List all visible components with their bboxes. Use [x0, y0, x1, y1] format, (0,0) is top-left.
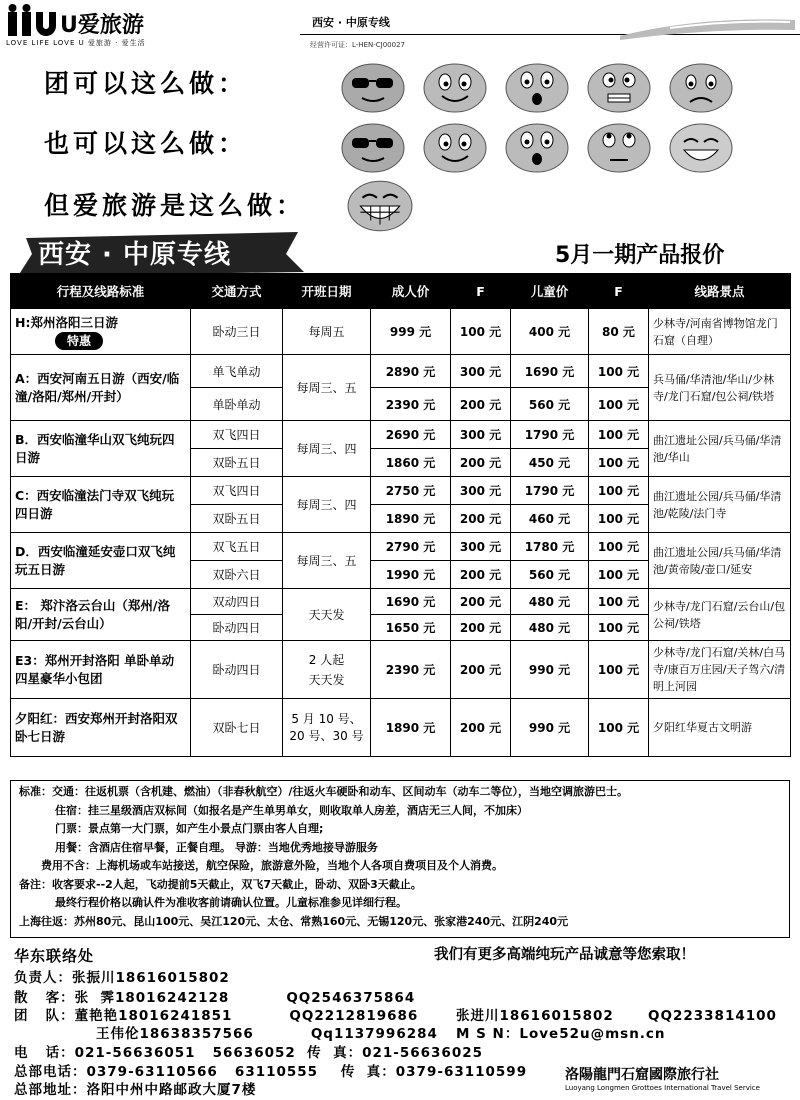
- table-row: [11, 421, 791, 449]
- route-cell: E： 郑汴洛云台山（郑州/洛阳/开封/云台山）: [11, 589, 191, 641]
- f-cell: 100 元: [589, 533, 649, 561]
- adult-price-cell: 1690 元: [371, 589, 451, 615]
- child-price-cell: 560 元: [511, 388, 589, 421]
- contact-msn: M S N：Love52u@msn.cn: [456, 1026, 666, 1042]
- f-cell: 200 元: [451, 589, 511, 615]
- transport-cell: 卧动三日: [191, 309, 283, 355]
- f-cell: 300 元: [451, 421, 511, 449]
- f-cell: 100 元: [589, 699, 649, 757]
- f-cell: 100 元: [589, 615, 649, 641]
- terms-notes: [10, 780, 790, 938]
- route-cell: D．西安临潼延安壶口双飞纯玩五日游: [11, 533, 191, 589]
- contact-group: 团 队：董艳艳18016241851 QQ2212819686: [14, 1008, 419, 1024]
- f-cell: 100 元: [589, 505, 649, 533]
- column-header: 成人价: [371, 274, 451, 309]
- adult-price-cell: 2750 元: [371, 477, 451, 505]
- sights-cell: 少林寺/河南省博物馆龙门石窟（自理）: [649, 309, 791, 355]
- license-number: 经营许可证：L-HEN-CJ00027: [310, 41, 405, 49]
- logo-figures-icon: [6, 4, 58, 38]
- f-cell: 100 元: [589, 388, 649, 421]
- f-cell: 200 元: [451, 641, 511, 699]
- hq-phone: 总部电话：0379-63110566 63110555 传 真：0379-63110599: [14, 1064, 528, 1080]
- sights-cell: 夕阳红华夏古文明游: [649, 699, 791, 757]
- note-transport: 标准：交通：往返机票（含机建、燃油）（非春秋航空）/往返火车硬卧和动车、区间动车（动车二等位），当地空调旅游巴士。: [19, 785, 629, 798]
- child-price-cell: 1780 元: [511, 533, 589, 561]
- transport-cell: 双卧五日: [191, 449, 283, 477]
- rolling-eyes-face-icon: [586, 122, 652, 174]
- f-cell: 100 元: [451, 309, 511, 355]
- route-name: H:郑州洛阳三日游: [15, 314, 118, 330]
- note-remarks: 备注：收客要求--2人起，飞动提前5天截止，双飞7天截止，卧动、双卧3天截止。: [19, 877, 422, 891]
- route-cell: [11, 309, 191, 355]
- slogan-3: 但爱旅游是这么做：: [44, 191, 306, 220]
- f-cell: 100 元: [589, 561, 649, 589]
- laughing-face-icon: [668, 122, 734, 174]
- f-cell: 300 元: [451, 477, 511, 505]
- f-cell: 200 元: [451, 505, 511, 533]
- f-cell: 100 元: [589, 477, 649, 505]
- faces-row-3: [346, 178, 414, 234]
- f-cell: 200 元: [451, 388, 511, 421]
- section-banner-title: 西安 · 中原专线: [38, 240, 231, 270]
- table-row: [11, 477, 791, 505]
- route-cell: E3：郑州开封洛阳 单卧单动四星豪华小包团: [11, 641, 191, 699]
- table-row: [11, 355, 791, 388]
- transport-cell: 单飞单动: [191, 355, 283, 388]
- transport-cell: 双飞四日: [191, 421, 283, 449]
- column-header: 开班日期: [283, 274, 371, 309]
- column-header: 线路景点: [649, 274, 791, 309]
- f-cell: 200 元: [451, 561, 511, 589]
- office-title: 华东联络处: [14, 947, 95, 965]
- sights-cell: 曲江遗址公园/兵马俑/华清池/乾陵/法门寺: [649, 477, 791, 533]
- transport-cell: 单卧单动: [191, 388, 283, 421]
- f-cell: 300 元: [451, 533, 511, 561]
- contact-phone: 电 话：021-56636051 56636052 传 真：021-56636025: [14, 1045, 484, 1061]
- note-shanghai-transfer: 上海往返：苏州80元、昆山100元、吴江120元、太仓、常熟160元、无锡120元、张家港240元、江阴240元: [19, 914, 569, 928]
- child-price-cell: 1790 元: [511, 421, 589, 449]
- dates-cell: 每周五: [283, 309, 371, 355]
- contact-group-2: 王伟伦18638357566 Qq1137996284: [96, 1026, 438, 1042]
- note-meals-guide: 用餐：含酒店住宿早餐，正餐自理。 导游：当地优秀地接导游服务: [55, 840, 378, 854]
- route-cell: A：西安河南五日游（西安/临潼/洛阳/郑州/开封）: [11, 355, 191, 421]
- f-cell: 100 元: [589, 449, 649, 477]
- dates-cell: 每周三、四: [283, 477, 371, 533]
- slogan-1: 团可以这么做：: [44, 69, 248, 98]
- child-price-cell: 1690 元: [511, 355, 589, 388]
- child-price-cell: 990 元: [511, 699, 589, 757]
- adult-price-cell: 1860 元: [371, 449, 451, 477]
- logo-tagline: LOVE LIFE LOVE U 爱旅游 · 爱生活: [6, 39, 146, 47]
- table-row: [11, 699, 791, 757]
- child-price-cell: 460 元: [511, 505, 589, 533]
- sights-cell: 曲江遗址公园/兵马俑/华清池/黄帝陵/壶口/延安: [649, 533, 791, 589]
- adult-price-cell: 2390 元: [371, 388, 451, 421]
- contact-individual: 散 客：张 霁18016242128 QQ2546375864: [14, 990, 416, 1006]
- note-tickets: 门票：景点第一大门票，如产生小景点门票由客人自理;: [55, 822, 324, 835]
- table-row: [11, 641, 791, 699]
- header-title: 西安 · 中原专线: [312, 16, 390, 29]
- adult-price-cell: 2790 元: [371, 533, 451, 561]
- contact-group-right: 张进川18616015802 QQ2233814100: [456, 1008, 777, 1024]
- dates-cell: 每周三、四: [283, 421, 371, 477]
- sights-cell: 兵马俑/华清池/华山/少林寺/龙门石窟/包公祠/铁塔: [649, 355, 791, 421]
- route-cell: 夕阳红：西安郑州开封洛阳双卧七日游: [11, 699, 191, 757]
- route-cell: B．西安临潼华山双飞纯玩四日游: [11, 421, 191, 477]
- child-price-cell: 560 元: [511, 561, 589, 589]
- f-cell: 200 元: [451, 699, 511, 757]
- faces-row-1: [340, 62, 734, 114]
- grimacing-face-icon: [586, 62, 652, 114]
- dates-cell: 2 人起 天天发: [283, 641, 371, 699]
- table-row: [11, 309, 791, 355]
- dates-cell: 5 月 10 号、20 号、30 号: [283, 699, 371, 757]
- column-header: 儿童价: [511, 274, 589, 309]
- f-cell: 100 元: [589, 421, 649, 449]
- dates-cell: 每周三、五: [283, 355, 371, 421]
- sights-cell: 少林寺/龙门石窟/云台山/包公祠/铁塔: [649, 589, 791, 641]
- transport-cell: 双动四日: [191, 589, 283, 615]
- faces-row-2: [340, 122, 734, 174]
- transport-cell: 卧动四日: [191, 615, 283, 641]
- f-cell: 80 元: [589, 309, 649, 355]
- transport-cell: 双飞四日: [191, 477, 283, 505]
- adult-price-cell: 1890 元: [371, 699, 451, 757]
- column-header: F: [451, 274, 511, 309]
- transport-cell: 双卧五日: [191, 505, 283, 533]
- adult-price-cell: 2690 元: [371, 421, 451, 449]
- adult-price-cell: 999 元: [371, 309, 451, 355]
- sights-cell: 少林寺/龙门石窟/关林/白马寺/康百万庄园/天子驾六/清明上河园: [649, 641, 791, 699]
- transport-cell: 双卧七日: [191, 699, 283, 757]
- child-price-cell: 400 元: [511, 309, 589, 355]
- adult-price-cell: 1990 元: [371, 561, 451, 589]
- slogan-2: 也可以这么做：: [44, 129, 248, 158]
- sunglasses-face-icon: [340, 122, 406, 174]
- smiling-face-icon: [422, 62, 488, 114]
- child-price-cell: 990 元: [511, 641, 589, 699]
- route-cell: C：西安临潼法门寺双飞纯玩四日游: [11, 477, 191, 533]
- dates-cell: 天天发: [283, 589, 371, 641]
- f-cell: 200 元: [451, 615, 511, 641]
- adult-price-cell: 2890 元: [371, 355, 451, 388]
- child-price-cell: 480 元: [511, 615, 589, 641]
- hq-address: 总部地址：洛阳中州中路邮政大厦7楼: [14, 1082, 257, 1098]
- sunglasses-face-icon: [340, 62, 406, 114]
- dates-cell: 每周三、五: [283, 533, 371, 589]
- table-row: [11, 589, 791, 615]
- more-products-text: 我们有更多高端纯玩产品诚意等您索取！: [434, 947, 695, 963]
- child-price-cell: 450 元: [511, 449, 589, 477]
- transport-cell: 双卧六日: [191, 561, 283, 589]
- note-hotel: 住宿：挂三星级酒店双标间（如报名是产生单男单女，则收取单人房差，酒店无三人间，不加床）: [55, 803, 528, 817]
- price-table: [10, 273, 791, 757]
- sad-face-icon: [668, 62, 734, 114]
- transport-cell: 双飞五日: [191, 533, 283, 561]
- f-cell: 100 元: [589, 641, 649, 699]
- company-name-en: Luoyang Longmen Grottoes International Travel Service: [565, 1084, 760, 1092]
- brand-logo: [6, 4, 181, 50]
- sights-cell: 曲江遗址公园/兵马俑/华清池/华山: [649, 421, 791, 477]
- transport-cell: 卧动四日: [191, 641, 283, 699]
- smiling-face-icon: [422, 122, 488, 174]
- table-header-row: [11, 274, 791, 309]
- f-cell: 300 元: [451, 355, 511, 388]
- company-name: 洛陽龍門石窟國際旅行社: [565, 1067, 719, 1083]
- contact-manager: 负责人：张振川18616015802: [14, 970, 230, 986]
- adult-price-cell: 2390 元: [371, 641, 451, 699]
- adult-price-cell: 1650 元: [371, 615, 451, 641]
- note-excluded: 费用不含：上海机场或车站接送，航空保险，旅游意外险，当地个人各项自费项目及个人消费。: [41, 859, 503, 872]
- child-price-cell: 480 元: [511, 589, 589, 615]
- report-title: 5月一期产品报价: [555, 243, 725, 268]
- surprised-face-icon: [504, 122, 570, 174]
- column-header: 行程及线路标准: [11, 274, 191, 309]
- grinning-face-icon: [346, 178, 414, 234]
- f-cell: 200 元: [451, 449, 511, 477]
- column-header: 交通方式: [191, 274, 283, 309]
- column-header: F: [589, 274, 649, 309]
- child-price-cell: 1790 元: [511, 477, 589, 505]
- high-speed-train-icon: [610, 6, 800, 46]
- f-cell: 100 元: [589, 355, 649, 388]
- logo-text: U爱旅游: [60, 13, 144, 38]
- table-row: [11, 533, 791, 561]
- page-header: [0, 0, 800, 54]
- f-cell: 100 元: [589, 589, 649, 615]
- special-offer-badge: 特惠: [55, 332, 103, 350]
- adult-price-cell: 1890 元: [371, 505, 451, 533]
- surprised-face-icon: [504, 62, 570, 114]
- note-final: 最终行程价格以确认件为准收客前请确认位置。儿童标准参见详细行程。: [55, 896, 407, 909]
